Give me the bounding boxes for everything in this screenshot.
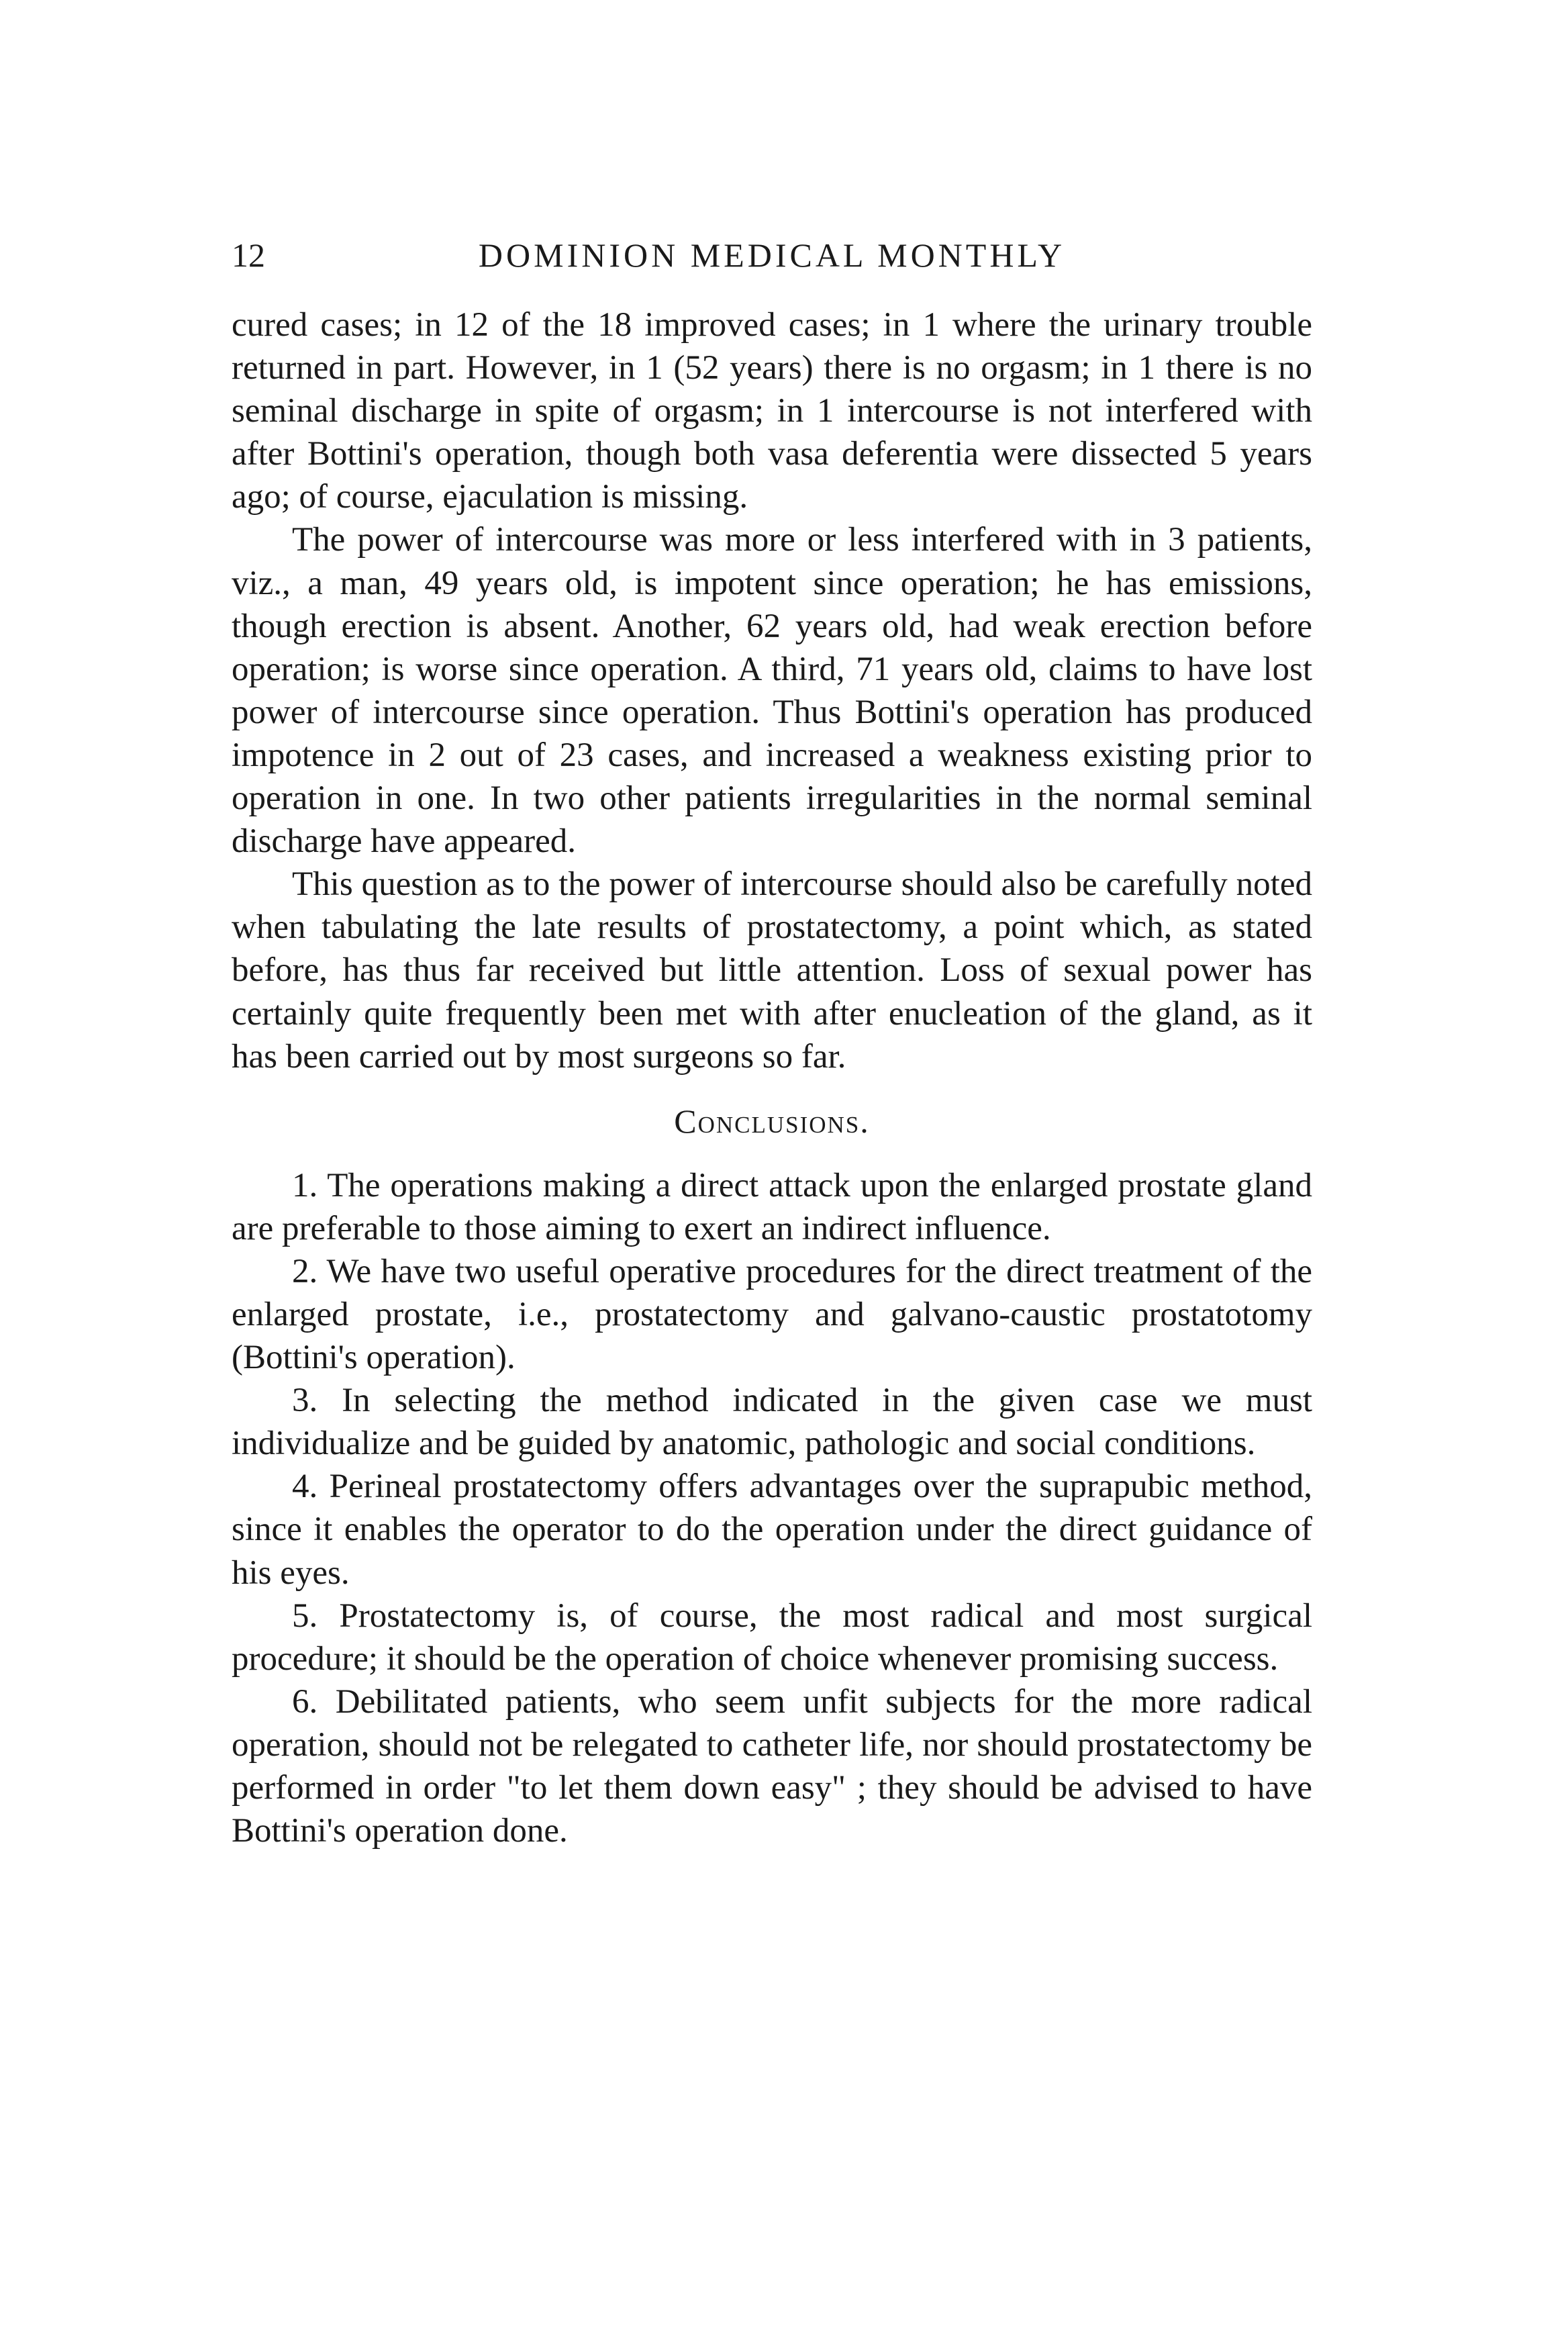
page-number: 12 xyxy=(232,236,265,274)
conclusion-item-3: 3. In selecting the method indicated in the given case we must individualize and be guided by anatomic, pathologic and social conditions. xyxy=(232,1382,1312,1463)
article-body xyxy=(232,303,1312,1852)
conclusion-item-2: 2. We have two useful operative procedures for the direct treatment of the enlarged prostate, i.e., prostatectomy and galvano-caustic prostatotomy (Bottini's operation). xyxy=(232,1252,1312,1377)
paragraph-intercourse-power: The power of intercourse was more or less interfered with in 3 patients, viz., a man, 49 years old, is impotent since operation; he has emissions, though erection is absent. Another, 62 years old, had weak erection before operation; is worse since operation. A third, 71 years old, claims to have lost power of intercourse since operation. Thus Bottini's operation has produced impotence in 2 out of 23 cases, and increased a weakness existing prior to operation in one. In two other patients irregularities in the normal seminal discharge have appeared. xyxy=(232,521,1312,861)
conclusion-item-4: 4. Perineal prostatectomy offers advantages over the suprapubic method, since it enables the operator to do the operation under the direct guidance of his eyes. xyxy=(232,1468,1312,1592)
section-heading-conclusions: Conclusions. xyxy=(674,1102,870,1140)
paragraph-sexual-power-note: This question as to the power of intercourse should also be carefully noted when tabulating the late results of prostatectomy, a point which, as stated before, has thus far received but little attention. Loss of sexual power has certainly quite frequently been met with after enucleation of the gland, as it has been carried out by most surgeons so far. xyxy=(232,865,1312,1076)
conclusion-item-5: 5. Prostatectomy is, of course, the most radical and most surgical procedure; it should be the operation of choice whenever promising success. xyxy=(232,1596,1312,1678)
running-head xyxy=(232,228,1312,282)
conclusion-item-1: 1. The operations making a direct attack upon the enlarged prostate gland are preferable to those aiming to exert an indirect influence. xyxy=(232,1166,1312,1247)
journal-title: DOMINION MEDICAL MONTHLY xyxy=(478,236,1066,274)
paragraph-continued: cured cases; in 12 of the 18 improved cases; in 1 where the urinary trouble returned in part. However, in 1 (52 years) there is no orgasm; in 1 there is no seminal discharge in spite of orgasm; in 1 intercourse is not interfered with after Bottini's operation, though both vasa deferentia were dissected 5 years ago; of course, ejaculation is missing. xyxy=(232,306,1312,516)
conclusion-item-6: 6. Debilitated patients, who seem unfit subjects for the more radical operation, should not be relegated to catheter life, nor should prostatectomy be performed in order "to let them down easy" ; they should be advised to have Bottini's operation done. xyxy=(232,1682,1312,1850)
